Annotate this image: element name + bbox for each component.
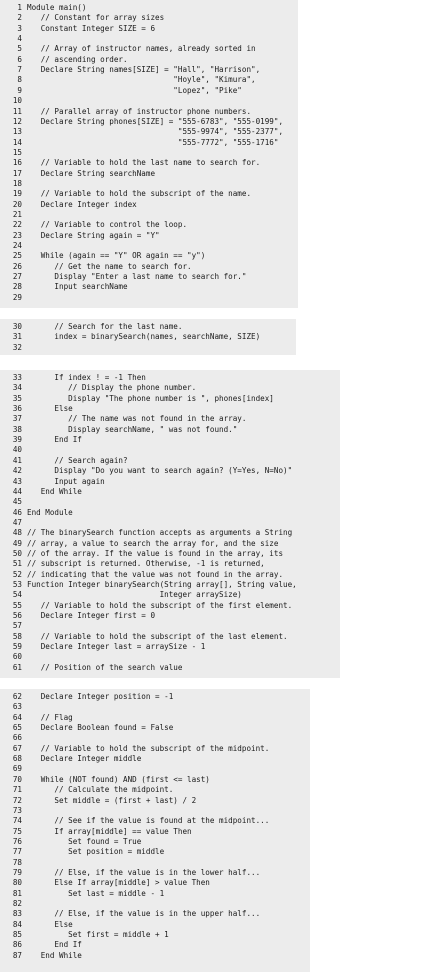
code-text: Else <box>27 404 73 414</box>
line-number: 6 <box>17 54 22 64</box>
line-number: 16 <box>12 158 22 168</box>
code-text: While (NOT found) AND (first <= last) <box>27 774 210 784</box>
line-number: 67 <box>12 743 22 753</box>
code-text: Declare String again = "Y" <box>27 230 160 240</box>
line-number: 9 <box>17 85 22 95</box>
line-number: 8 <box>17 75 22 85</box>
code-text: // Else, if the value is in the lower half... <box>27 867 261 877</box>
code-text: Declare Integer first = 0 <box>27 611 156 621</box>
code-text: Declare Integer index <box>27 199 137 209</box>
line-number: 51 <box>12 559 22 569</box>
code-text: // Search for the last name. <box>27 322 183 331</box>
code-text: // of the array. If the value is found in the array, its <box>27 548 284 558</box>
code-text: Declare String searchName <box>27 168 156 178</box>
code-text: Declare String names[SIZE] = "Hall", "Harrison", <box>27 65 261 75</box>
code-text: "555-7772", "555-1716" <box>27 137 279 147</box>
code-block-3 <box>0 370 340 678</box>
line-number: 43 <box>12 476 22 486</box>
code-text: Display "Do you want to search again? (Y=Yes, N=No)" <box>27 466 293 476</box>
line-number: 19 <box>12 189 22 199</box>
line-number: 7 <box>17 65 22 75</box>
code-text: Declare Integer last = arraySize - 1 <box>27 642 206 652</box>
code-text: End While <box>27 950 82 960</box>
line-number: 77 <box>12 847 22 857</box>
line-number: 22 <box>12 220 22 230</box>
code-text: // Else, if the value is in the upper half... <box>27 909 261 919</box>
line-number: 48 <box>12 528 22 538</box>
line-number: 87 <box>12 950 22 960</box>
code-text: // Variable to hold the subscript of the first element. <box>27 600 293 610</box>
line-number: 35 <box>12 393 22 403</box>
line-number: 66 <box>12 733 22 743</box>
code-text: Set middle = (first + last) / 2 <box>27 795 197 805</box>
code-text: Set position = middle <box>27 847 165 857</box>
code-text: End If <box>27 435 82 445</box>
line-number: 62 <box>12 692 22 701</box>
code-text: Else <box>27 919 73 929</box>
line-number: 34 <box>12 383 22 393</box>
line-number: 13 <box>12 127 22 137</box>
code-text: If index ! = -1 Then <box>27 373 146 382</box>
code-text: // Variable to hold the subscript of the last element. <box>27 631 288 641</box>
code-text: Declare String phones[SIZE] = "555-6783", "555-0199", <box>27 116 284 126</box>
line-number: 55 <box>12 600 22 610</box>
code-text: // array, a value to search the array for, and the size <box>27 538 279 548</box>
line-number: 60 <box>12 652 22 662</box>
line-number: 26 <box>12 261 22 271</box>
line-number: 30 <box>12 322 22 331</box>
line-number: 5 <box>17 44 22 54</box>
code-text: // indicating that the value was not found in the array. <box>27 569 284 579</box>
code-text: // Constant for array sizes <box>27 13 165 23</box>
line-number: 14 <box>12 137 22 147</box>
code-text: // The name was not found in the array. <box>27 414 247 424</box>
code-text: // The binarySearch function accepts as arguments a String <box>27 528 293 538</box>
code-block-2 <box>0 319 296 355</box>
line-number: 44 <box>12 486 22 496</box>
code-text: // Search again? <box>27 455 128 465</box>
line-number: 53 <box>12 580 22 589</box>
line-number: 73 <box>12 805 22 815</box>
line-number: 72 <box>12 795 22 805</box>
line-number: 1 <box>17 3 22 12</box>
code-text: // Variable to hold the subscript of the midpoint. <box>27 743 270 753</box>
code-text: Display "The phone number is ", phones[index] <box>27 393 274 403</box>
line-number: 84 <box>12 919 22 929</box>
code-text: // Parallel array of instructor phone numbers. <box>27 106 252 116</box>
line-number: 71 <box>12 785 22 795</box>
line-number: 70 <box>12 774 22 784</box>
line-number: 25 <box>12 251 22 261</box>
code-text: // Variable to hold the subscript of the name. <box>27 189 252 199</box>
code-block-1 <box>0 0 298 308</box>
line-number: 12 <box>12 116 22 126</box>
line-number: 47 <box>12 517 22 527</box>
line-number: 64 <box>12 712 22 722</box>
code-text: Display searchName, " was not found." <box>27 424 238 434</box>
code-text: // Position of the search value <box>27 662 183 672</box>
line-number: 58 <box>12 631 22 641</box>
line-number: 45 <box>12 497 22 507</box>
code-text: // See if the value is found at the midpoint... <box>27 816 270 826</box>
line-number: 18 <box>12 178 22 188</box>
line-number: 52 <box>12 569 22 579</box>
code-block-4 <box>0 689 310 972</box>
line-number: 10 <box>12 96 22 106</box>
code-text: // Array of instructor names, already sorted in <box>27 44 256 54</box>
line-number: 56 <box>12 611 22 621</box>
line-number: 3 <box>17 23 22 33</box>
line-number: 49 <box>12 538 22 548</box>
code-text: // Calculate the midpoint. <box>27 785 174 795</box>
line-number: 81 <box>12 888 22 898</box>
line-number: 15 <box>12 147 22 157</box>
code-text: End While <box>27 486 82 496</box>
code-text: Input searchName <box>27 282 128 292</box>
code-text: Display "Enter a last name to search for." <box>27 272 247 282</box>
line-number: 2 <box>17 13 22 23</box>
code-text: Set first = middle + 1 <box>27 930 169 940</box>
code-text: Module main() <box>27 3 87 12</box>
line-number: 21 <box>12 210 22 219</box>
line-number: 37 <box>12 414 22 424</box>
line-number: 41 <box>12 455 22 465</box>
line-number: 11 <box>12 106 22 116</box>
line-number: 59 <box>12 642 22 652</box>
line-number: 76 <box>12 836 22 846</box>
line-number: 27 <box>12 272 22 282</box>
line-number: 42 <box>12 466 22 476</box>
code-text: "555-9974", "555-2377", <box>27 127 284 137</box>
code-text: Function Integer binarySearch(String array[], String value, <box>27 580 297 589</box>
code-text: Set found = True <box>27 836 142 846</box>
line-number: 74 <box>12 816 22 826</box>
line-number: 80 <box>12 878 22 888</box>
line-number: 28 <box>12 282 22 292</box>
line-number: 39 <box>12 435 22 445</box>
code-text: // Get the name to search for. <box>27 261 192 271</box>
line-number: 63 <box>12 702 22 712</box>
line-number: 40 <box>12 445 22 455</box>
code-text: "Hoyle", "Kimura", <box>27 75 256 85</box>
line-number: 75 <box>12 826 22 836</box>
line-number: 79 <box>12 867 22 877</box>
line-number: 20 <box>12 199 22 209</box>
code-text: // ascending order. <box>27 54 128 64</box>
code-text: // Flag <box>27 712 73 722</box>
code-text: Constant Integer SIZE = 6 <box>27 23 156 33</box>
line-number: 32 <box>12 342 22 352</box>
line-number: 31 <box>12 332 22 342</box>
line-number: 68 <box>12 754 22 764</box>
code-text: Set last = middle - 1 <box>27 888 165 898</box>
line-number: 85 <box>12 930 22 940</box>
line-number: 17 <box>12 168 22 178</box>
code-text: index = binarySearch(names, searchName, SIZE) <box>27 332 261 342</box>
code-text: Input again <box>27 476 105 486</box>
code-text: Declare Integer middle <box>27 754 142 764</box>
code-text: End If <box>27 940 82 950</box>
line-number: 78 <box>12 857 22 867</box>
line-number: 33 <box>12 373 22 382</box>
line-number: 36 <box>12 404 22 414</box>
code-text: // subscript is returned. Otherwise, -1 is returned, <box>27 559 265 569</box>
line-number: 61 <box>12 662 22 672</box>
line-number: 86 <box>12 940 22 950</box>
line-number: 46 <box>12 507 22 517</box>
code-text: "Lopez", "Pike" <box>27 85 242 95</box>
line-number: 54 <box>12 590 22 600</box>
code-text: Declare Integer position = -1 <box>27 692 174 701</box>
code-text: Else If array[middle] > value Then <box>27 878 210 888</box>
line-number: 29 <box>12 292 22 302</box>
code-text: If array[middle] == value Then <box>27 826 192 836</box>
line-number: 65 <box>12 723 22 733</box>
line-number: 57 <box>12 621 22 631</box>
code-text: // Display the phone number. <box>27 383 197 393</box>
line-number: 50 <box>12 548 22 558</box>
line-number: 82 <box>12 899 22 908</box>
line-number: 38 <box>12 424 22 434</box>
code-text: // Variable to control the loop. <box>27 220 188 230</box>
line-number: 4 <box>17 34 22 44</box>
line-number: 23 <box>12 230 22 240</box>
line-number: 83 <box>12 909 22 919</box>
code-text: End Module <box>27 507 73 517</box>
line-number: 69 <box>12 764 22 774</box>
code-text: While (again == "Y" OR again == "y") <box>27 251 206 261</box>
line-number: 24 <box>12 241 22 251</box>
code-text: Declare Boolean found = False <box>27 723 174 733</box>
code-text: // Variable to hold the last name to search for. <box>27 158 261 168</box>
code-text: Integer arraySize) <box>27 590 242 600</box>
